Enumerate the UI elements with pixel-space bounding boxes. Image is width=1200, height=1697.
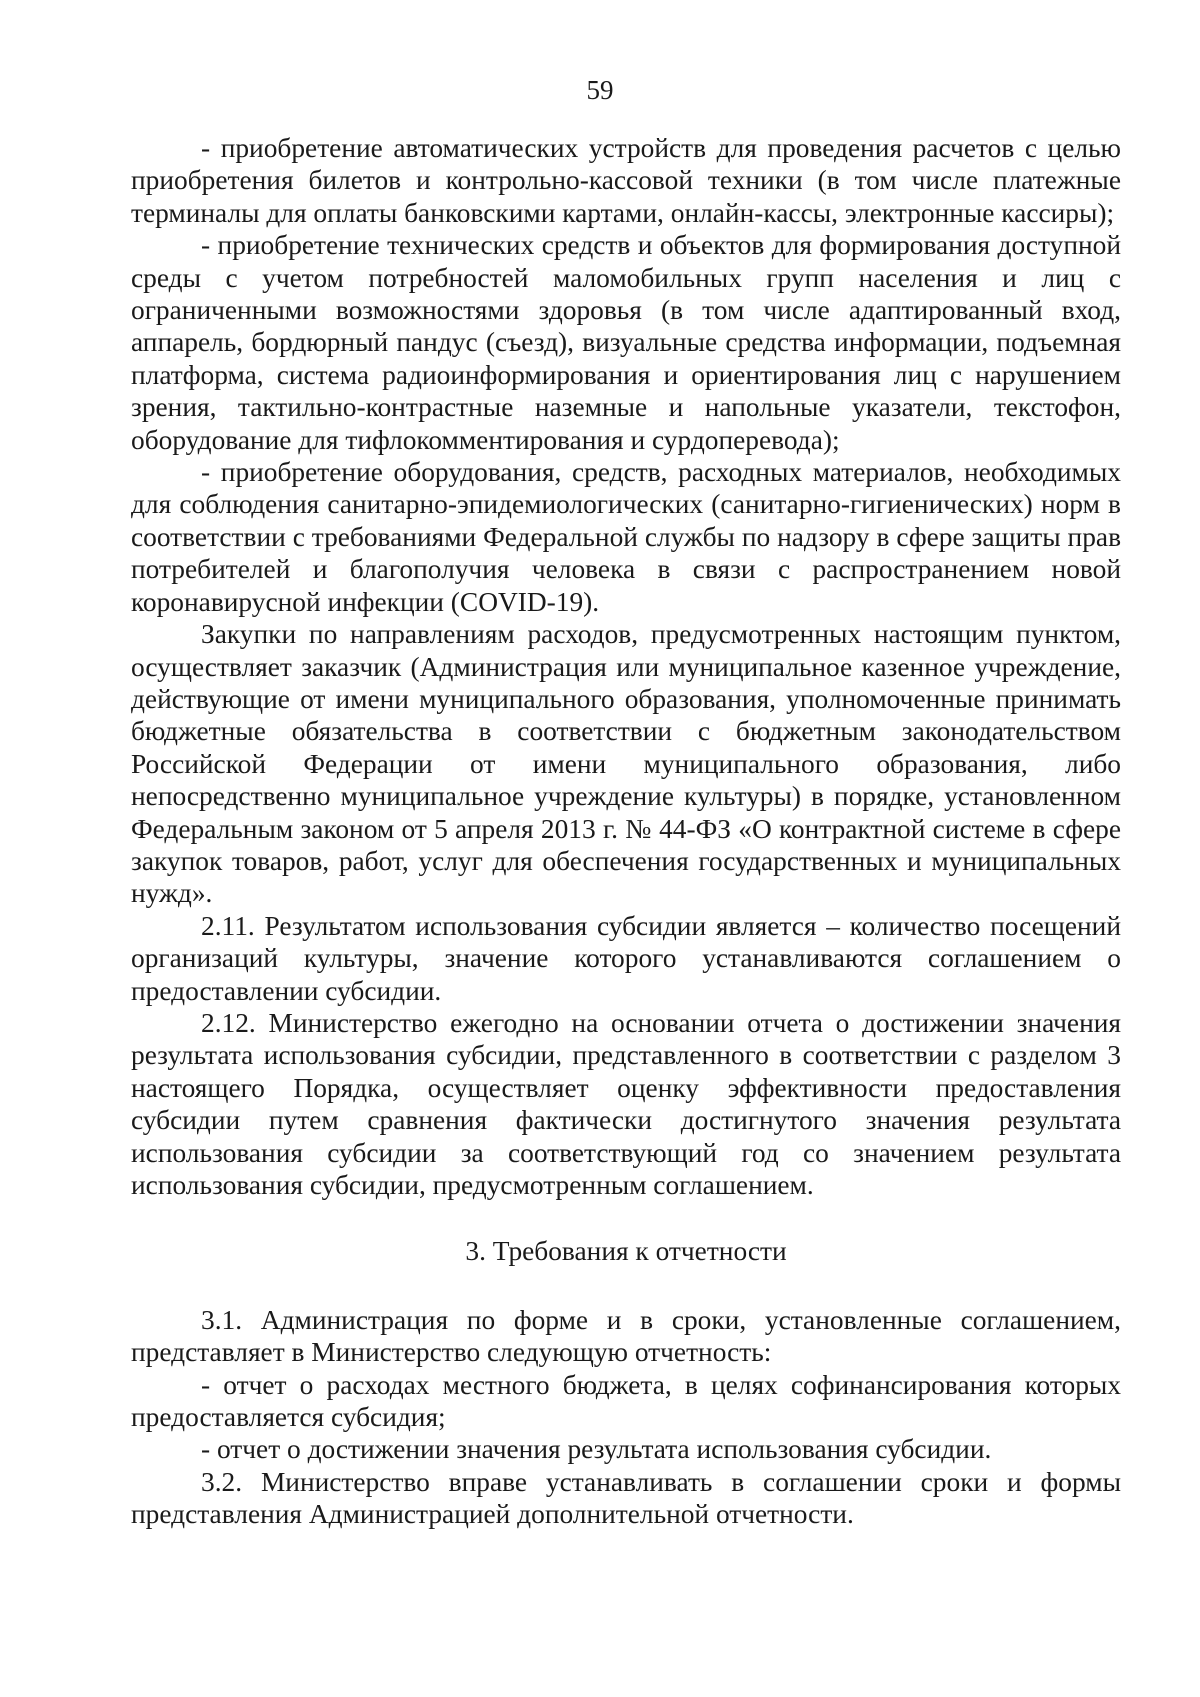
paragraph-2-11: 2.11. Результатом использования субсидии является – количество посещений организаций культуры, значение которого устанавливаются соглашением о предоставлении субсидии. [131,910,1121,1006]
paragraph-report-result: - отчет о достижении значения результата использования субсидии. [201,1434,992,1465]
paragraph-procurement: Закупки по направлениям расходов, предусмотренных настоящим пунктом, осуществляет заказчик (Администрация или муниципальное казенное учреждение, действующие от имени муниципального образования, уполномоченные принимать бюджетные обязательства в соответствии с бюджетным законодательством Российской Федерации от имени муниципального образования, либо непосредственно муниципальное учреждение культуры) в порядке, установленном Федеральным законом от 5 апреля 2013 г. № 44-ФЗ «О контрактной системе в сфере закупок товаров, работ, услуг для обеспечения государственных и муниципальных нужд». [131,619,1121,909]
document-body [131,132,1121,1531]
page-number: 59 [586,75,614,105]
paragraph-report-expenses: - отчет о расходах местного бюджета, в целях софинансирования которых предоставляется субсидия; [131,1369,1121,1433]
paragraph-3-1: 3.1. Администрация по форме и в сроки, установленные соглашением, представляет в Министерство следующую отчетность: [131,1304,1121,1368]
paragraph-sanitary-equipment: - приобретение оборудования, средств, расходных материалов, необходимых для соблюдения санитарно-эпидемиологических (санитарно-гигиенических) норм в соответствии с требованиями Федеральной службы по надзору в сфере защиты прав потребителей и благополучия человека в связи с распространением новой коронавирусной инфекции (COVID-19). [131,457,1121,617]
section-heading-reporting: 3. Требования к отчетности [465,1236,787,1267]
paragraph-accessible-environment: - приобретение технических средств и объектов для формирования доступной среды с учетом потребностей маломобильных групп населения и лиц с ограниченными возможностями здоровья (в том числе адаптированный вход, аппарель, бордюрный пандус (съезд), визуальные средства информации, подъемная платформа, система радиоинформирования и ориентирования лиц с нарушением зрения, тактильно-контрастные наземные и напольные указатели, текстофон, оборудование для тифлокомментирования и сурдоперевода); [131,230,1121,455]
paragraph-equipment-payment: - приобретение автоматических устройств для проведения расчетов с целью приобретения билетов и контрольно-кассовой техники (в том числе платежные терминалы для оплаты банковскими картами, онлайн-кассы, электронные кассиры); [131,133,1121,228]
paragraph-3-2: 3.2. Министерство вправе устанавливать в соглашении сроки и формы представления Администрацией дополнительной отчетности. [131,1466,1121,1530]
paragraph-2-12: 2.12. Министерство ежегодно на основании отчета о достижении значения результата использования субсидии, представленного в соответствии с разделом 3 настоящего Порядка, осуществляет оценку эффективности предоставления субсидии путем сравнения фактически достигнутого значения результата использования субсидии за соответствующий год со значением результата использования субсидии, предусмотренным соглашением. [131,1007,1121,1200]
